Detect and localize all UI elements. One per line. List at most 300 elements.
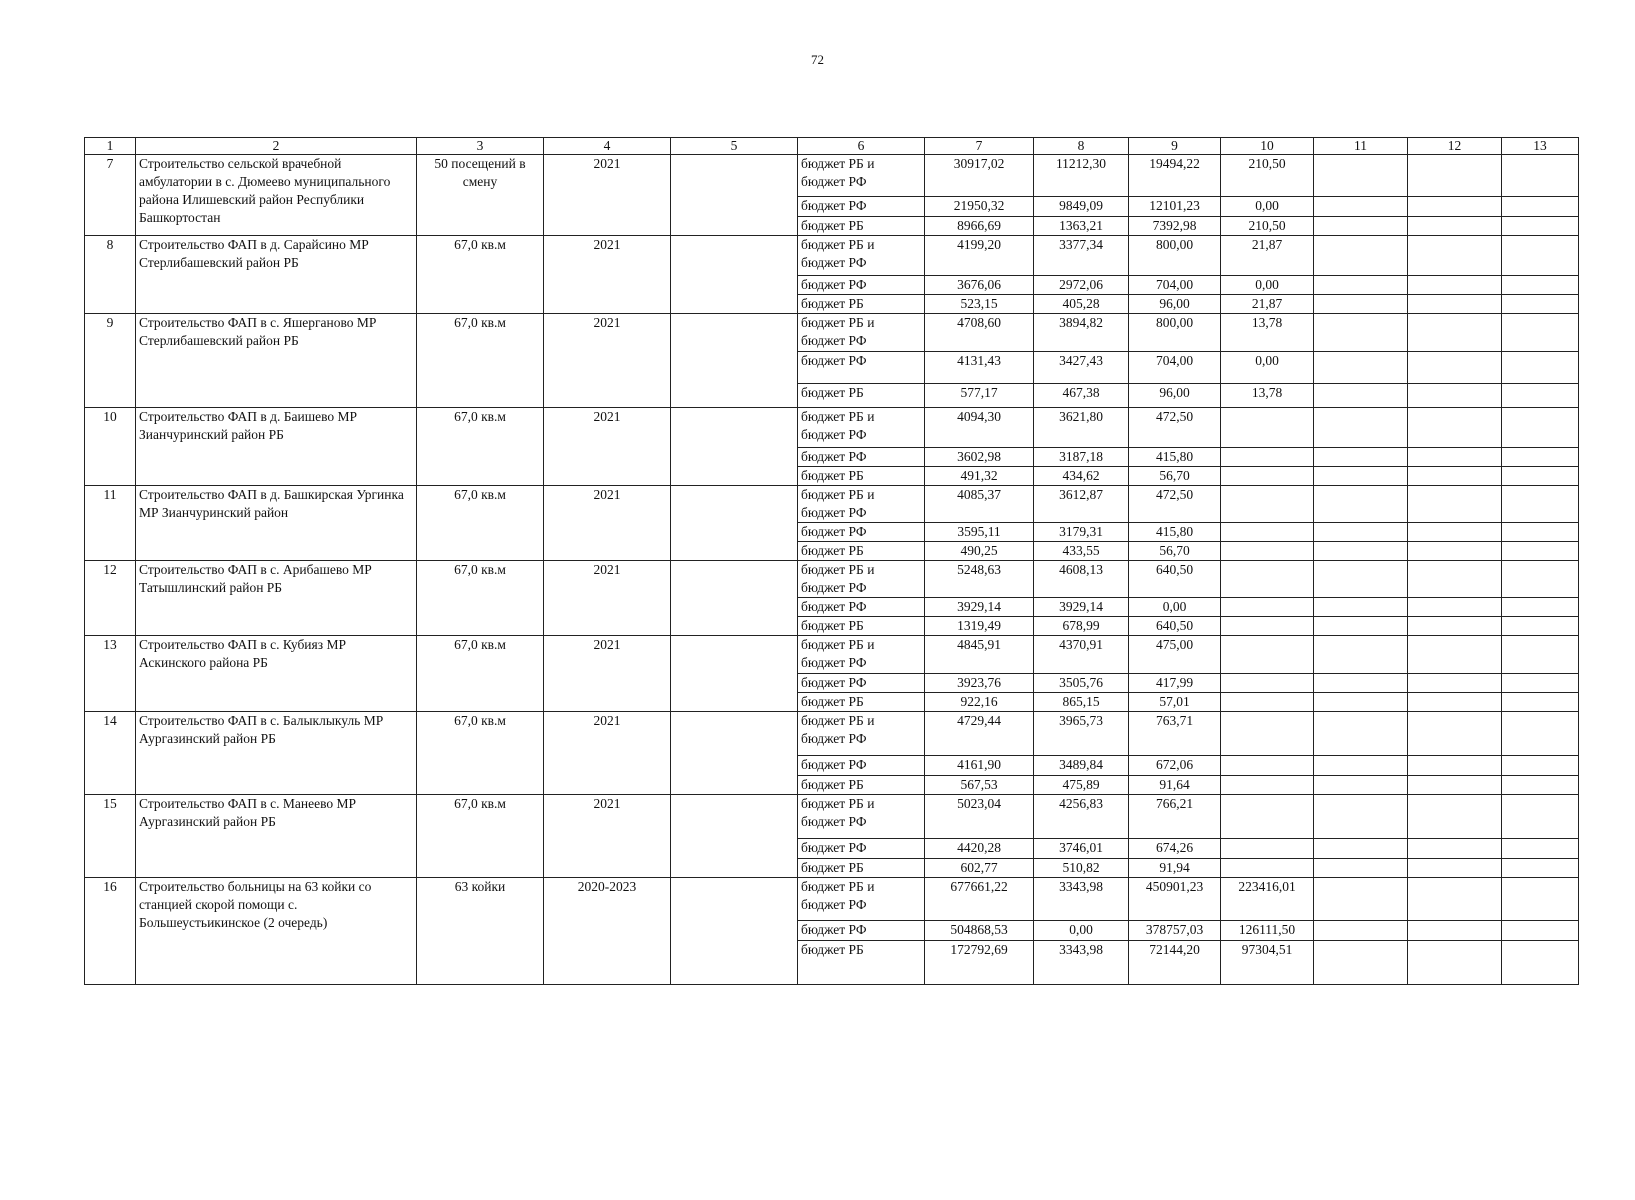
value-col10: 210,50	[1221, 217, 1314, 236]
value-col10	[1221, 486, 1314, 523]
value-col9: 672,06	[1129, 756, 1221, 776]
value-col13	[1502, 486, 1579, 523]
funding-source: бюджет РБ и бюджет РФ	[798, 236, 925, 276]
value-col11	[1314, 408, 1408, 448]
funding-source: бюджет РФ	[798, 197, 925, 217]
value-col12	[1408, 448, 1502, 467]
value-col11	[1314, 795, 1408, 839]
value-col11	[1314, 839, 1408, 859]
value-col8: 3377,34	[1034, 236, 1129, 276]
value-col11	[1314, 384, 1408, 408]
col5-cell	[671, 155, 798, 236]
value-col9: 91,94	[1129, 859, 1221, 878]
col5-cell	[671, 486, 798, 561]
value-col11	[1314, 295, 1408, 314]
value-col13	[1502, 448, 1579, 467]
value-col11	[1314, 561, 1408, 598]
capacity-cell: 67,0 кв.м	[417, 486, 544, 561]
value-col12	[1408, 598, 1502, 617]
funding-source: бюджет РБ	[798, 384, 925, 408]
value-col8: 0,00	[1034, 921, 1129, 941]
value-col8: 9849,09	[1034, 197, 1129, 217]
value-col10	[1221, 636, 1314, 674]
value-col12	[1408, 617, 1502, 636]
value-col8: 4256,83	[1034, 795, 1129, 839]
program-table	[84, 137, 1579, 985]
column-header: 6	[798, 138, 925, 155]
value-col13	[1502, 795, 1579, 839]
value-col13	[1502, 217, 1579, 236]
period-cell: 2021	[544, 155, 671, 236]
value-col13	[1502, 776, 1579, 795]
value-col11	[1314, 941, 1408, 985]
funding-source: бюджет РБ	[798, 295, 925, 314]
value-col8: 3621,80	[1034, 408, 1129, 448]
value-col11	[1314, 756, 1408, 776]
value-col9: 96,00	[1129, 295, 1221, 314]
value-col9: 763,71	[1129, 712, 1221, 756]
object-name: Строительство ФАП в с. Яшерганово МР Стерлибашевский район РБ	[136, 314, 417, 408]
value-col8: 3894,82	[1034, 314, 1129, 352]
value-col13	[1502, 155, 1579, 197]
value-col12	[1408, 859, 1502, 878]
value-col11	[1314, 878, 1408, 921]
period-cell: 2021	[544, 236, 671, 314]
value-col7: 4199,20	[925, 236, 1034, 276]
value-col11	[1314, 859, 1408, 878]
value-col8: 865,15	[1034, 693, 1129, 712]
value-col11	[1314, 276, 1408, 295]
value-col7: 8966,69	[925, 217, 1034, 236]
value-col10: 0,00	[1221, 352, 1314, 384]
value-col9: 7392,98	[1129, 217, 1221, 236]
value-col12	[1408, 693, 1502, 712]
value-col7: 491,32	[925, 467, 1034, 486]
object-name: Строительство ФАП в с. Манеево МР Аургазинский район РБ	[136, 795, 417, 878]
funding-source: бюджет РБ	[798, 467, 925, 486]
value-col9: 378757,03	[1129, 921, 1221, 941]
value-col7: 1319,49	[925, 617, 1034, 636]
object-name: Строительство ФАП в д. Башкирская Ургинка МР Зианчуринский район	[136, 486, 417, 561]
value-col10: 0,00	[1221, 197, 1314, 217]
value-col9: 450901,23	[1129, 878, 1221, 921]
value-col12	[1408, 352, 1502, 384]
period-cell: 2020-2023	[544, 878, 671, 985]
value-col12	[1408, 756, 1502, 776]
value-col10	[1221, 523, 1314, 542]
value-col12	[1408, 295, 1502, 314]
funding-source: бюджет РБ	[798, 542, 925, 561]
value-col7: 677661,22	[925, 878, 1034, 921]
value-col10: 13,78	[1221, 384, 1314, 408]
period-cell: 2021	[544, 408, 671, 486]
value-col11	[1314, 448, 1408, 467]
value-col13	[1502, 467, 1579, 486]
value-col13	[1502, 674, 1579, 693]
value-col13	[1502, 561, 1579, 598]
funding-source: бюджет РФ	[798, 523, 925, 542]
period-cell: 2021	[544, 561, 671, 636]
value-col10	[1221, 617, 1314, 636]
table-row	[85, 314, 1579, 352]
capacity-cell: 50 посещений в смену	[417, 155, 544, 236]
value-col10	[1221, 795, 1314, 839]
table-row	[85, 878, 1579, 921]
value-col7: 577,17	[925, 384, 1034, 408]
column-header: 9	[1129, 138, 1221, 155]
value-col9: 472,50	[1129, 486, 1221, 523]
column-header: 5	[671, 138, 798, 155]
capacity-cell: 63 койки	[417, 878, 544, 985]
value-col7: 5023,04	[925, 795, 1034, 839]
value-col12	[1408, 795, 1502, 839]
object-name: Строительство ФАП в с. Арибашево МР Татышлинский район РБ	[136, 561, 417, 636]
value-col10	[1221, 542, 1314, 561]
funding-source: бюджет РБ	[798, 217, 925, 236]
value-col7: 504868,53	[925, 921, 1034, 941]
value-col9: 0,00	[1129, 598, 1221, 617]
value-col11	[1314, 674, 1408, 693]
value-col11	[1314, 598, 1408, 617]
value-col9: 57,01	[1129, 693, 1221, 712]
value-col8: 3187,18	[1034, 448, 1129, 467]
value-col10	[1221, 448, 1314, 467]
value-col9: 12101,23	[1129, 197, 1221, 217]
value-col13	[1502, 756, 1579, 776]
value-col12	[1408, 542, 1502, 561]
value-col8: 3965,73	[1034, 712, 1129, 756]
funding-source: бюджет РБ и бюджет РФ	[798, 155, 925, 197]
value-col7: 3602,98	[925, 448, 1034, 467]
value-col13	[1502, 636, 1579, 674]
value-col12	[1408, 155, 1502, 197]
value-col11	[1314, 712, 1408, 756]
value-col9: 56,70	[1129, 542, 1221, 561]
value-col10: 97304,51	[1221, 941, 1314, 985]
funding-source: бюджет РФ	[798, 598, 925, 617]
column-header: 8	[1034, 138, 1129, 155]
value-col7: 922,16	[925, 693, 1034, 712]
table-row	[85, 486, 1579, 523]
value-col7: 602,77	[925, 859, 1034, 878]
value-col7: 4131,43	[925, 352, 1034, 384]
value-col13	[1502, 276, 1579, 295]
row-number: 7	[85, 155, 136, 236]
row-number: 12	[85, 561, 136, 636]
value-col7: 3923,76	[925, 674, 1034, 693]
value-col12	[1408, 523, 1502, 542]
funding-source: бюджет РБ и бюджет РФ	[798, 795, 925, 839]
value-col7: 567,53	[925, 776, 1034, 795]
value-col13	[1502, 523, 1579, 542]
table-row	[85, 236, 1579, 276]
value-col12	[1408, 217, 1502, 236]
value-col8: 2972,06	[1034, 276, 1129, 295]
value-col12	[1408, 236, 1502, 276]
value-col9: 766,21	[1129, 795, 1221, 839]
value-col7: 4085,37	[925, 486, 1034, 523]
value-col8: 405,28	[1034, 295, 1129, 314]
value-col8: 3179,31	[1034, 523, 1129, 542]
row-number: 8	[85, 236, 136, 314]
object-name: Строительство больницы на 63 койки со станцией скорой помощи с. Большеустьикинское (2 очередь)	[136, 878, 417, 985]
value-col10	[1221, 859, 1314, 878]
capacity-cell: 67,0 кв.м	[417, 795, 544, 878]
value-col8: 3612,87	[1034, 486, 1129, 523]
row-number: 11	[85, 486, 136, 561]
value-col10: 0,00	[1221, 276, 1314, 295]
funding-source: бюджет РБ	[798, 776, 925, 795]
table-row	[85, 561, 1579, 598]
funding-source: бюджет РФ	[798, 276, 925, 295]
value-col8: 3489,84	[1034, 756, 1129, 776]
value-col11	[1314, 314, 1408, 352]
value-col11	[1314, 467, 1408, 486]
funding-source: бюджет РБ и бюджет РФ	[798, 408, 925, 448]
value-col12	[1408, 197, 1502, 217]
value-col8: 3505,76	[1034, 674, 1129, 693]
column-header: 2	[136, 138, 417, 155]
col5-cell	[671, 314, 798, 408]
object-name: Строительство сельской врачебной амбулатории в с. Дюмеево муниципального района Илишевский район Республики Башкортостан	[136, 155, 417, 236]
period-cell: 2021	[544, 636, 671, 712]
value-col12	[1408, 712, 1502, 756]
value-col8: 510,82	[1034, 859, 1129, 878]
value-col10	[1221, 408, 1314, 448]
period-cell: 2021	[544, 486, 671, 561]
column-header: 12	[1408, 138, 1502, 155]
value-col12	[1408, 878, 1502, 921]
value-col8: 3427,43	[1034, 352, 1129, 384]
value-col9: 56,70	[1129, 467, 1221, 486]
funding-source: бюджет РБ	[798, 693, 925, 712]
value-col12	[1408, 384, 1502, 408]
capacity-cell: 67,0 кв.м	[417, 712, 544, 795]
value-col9: 417,99	[1129, 674, 1221, 693]
value-col13	[1502, 408, 1579, 448]
value-col9: 91,64	[1129, 776, 1221, 795]
value-col8: 4608,13	[1034, 561, 1129, 598]
value-col12	[1408, 776, 1502, 795]
value-col13	[1502, 693, 1579, 712]
funding-source: бюджет РБ и бюджет РФ	[798, 878, 925, 921]
value-col13	[1502, 295, 1579, 314]
value-col9: 472,50	[1129, 408, 1221, 448]
value-col8: 475,89	[1034, 776, 1129, 795]
value-col8: 11212,30	[1034, 155, 1129, 197]
value-col11	[1314, 236, 1408, 276]
value-col12	[1408, 561, 1502, 598]
period-cell: 2021	[544, 712, 671, 795]
value-col8: 434,62	[1034, 467, 1129, 486]
column-header: 13	[1502, 138, 1579, 155]
column-header: 7	[925, 138, 1034, 155]
value-col7: 490,25	[925, 542, 1034, 561]
funding-source: бюджет РБ и бюджет РФ	[798, 314, 925, 352]
object-name: Строительство ФАП в д. Баишево МР Зианчуринский район РБ	[136, 408, 417, 486]
value-col9: 415,80	[1129, 523, 1221, 542]
value-col12	[1408, 276, 1502, 295]
value-col7: 3929,14	[925, 598, 1034, 617]
funding-source: бюджет РБ и бюджет РФ	[798, 561, 925, 598]
capacity-cell: 67,0 кв.м	[417, 314, 544, 408]
value-col9: 72144,20	[1129, 941, 1221, 985]
column-header: 10	[1221, 138, 1314, 155]
value-col8: 433,55	[1034, 542, 1129, 561]
value-col11	[1314, 197, 1408, 217]
value-col13	[1502, 352, 1579, 384]
value-col13	[1502, 941, 1579, 985]
table-row	[85, 408, 1579, 448]
value-col12	[1408, 636, 1502, 674]
col5-cell	[671, 408, 798, 486]
value-col8: 467,38	[1034, 384, 1129, 408]
object-name: Строительство ФАП в д. Сарайсино МР Стерлибашевский район РБ	[136, 236, 417, 314]
capacity-cell: 67,0 кв.м	[417, 636, 544, 712]
funding-source: бюджет РБ	[798, 617, 925, 636]
funding-source: бюджет РФ	[798, 756, 925, 776]
value-col11	[1314, 155, 1408, 197]
row-number: 13	[85, 636, 136, 712]
column-header: 3	[417, 138, 544, 155]
col5-cell	[671, 636, 798, 712]
value-col12	[1408, 486, 1502, 523]
column-header: 4	[544, 138, 671, 155]
value-col9: 800,00	[1129, 236, 1221, 276]
value-col11	[1314, 693, 1408, 712]
value-col10	[1221, 712, 1314, 756]
value-col10: 223416,01	[1221, 878, 1314, 921]
period-cell: 2021	[544, 314, 671, 408]
value-col10: 21,87	[1221, 295, 1314, 314]
value-col13	[1502, 859, 1579, 878]
value-col8: 3343,98	[1034, 941, 1129, 985]
value-col7: 4845,91	[925, 636, 1034, 674]
col5-cell	[671, 795, 798, 878]
funding-source: бюджет РФ	[798, 921, 925, 941]
value-col9: 96,00	[1129, 384, 1221, 408]
value-col7: 3595,11	[925, 523, 1034, 542]
value-col9: 704,00	[1129, 276, 1221, 295]
value-col10	[1221, 776, 1314, 795]
value-col7: 4708,60	[925, 314, 1034, 352]
value-col8: 3746,01	[1034, 839, 1129, 859]
value-col7: 523,15	[925, 295, 1034, 314]
header-row	[85, 138, 1579, 155]
value-col12	[1408, 674, 1502, 693]
funding-source: бюджет РБ	[798, 941, 925, 985]
row-number: 9	[85, 314, 136, 408]
value-col7: 172792,69	[925, 941, 1034, 985]
value-col7: 4729,44	[925, 712, 1034, 756]
value-col11	[1314, 636, 1408, 674]
table-row	[85, 155, 1579, 197]
value-col10: 21,87	[1221, 236, 1314, 276]
capacity-cell: 67,0 кв.м	[417, 408, 544, 486]
table-row	[85, 636, 1579, 674]
value-col7: 4094,30	[925, 408, 1034, 448]
value-col9: 704,00	[1129, 352, 1221, 384]
value-col7: 3676,06	[925, 276, 1034, 295]
value-col9: 674,26	[1129, 839, 1221, 859]
value-col7: 30917,02	[925, 155, 1034, 197]
value-col12	[1408, 921, 1502, 941]
value-col13	[1502, 712, 1579, 756]
value-col8: 3343,98	[1034, 878, 1129, 921]
value-col9: 415,80	[1129, 448, 1221, 467]
value-col10: 210,50	[1221, 155, 1314, 197]
value-col10	[1221, 839, 1314, 859]
value-col7: 21950,32	[925, 197, 1034, 217]
value-col13	[1502, 598, 1579, 617]
funding-source: бюджет РБ и бюджет РФ	[798, 712, 925, 756]
funding-source: бюджет РФ	[798, 674, 925, 693]
value-col7: 5248,63	[925, 561, 1034, 598]
value-col9: 640,50	[1129, 561, 1221, 598]
value-col12	[1408, 467, 1502, 486]
capacity-cell: 67,0 кв.м	[417, 561, 544, 636]
value-col11	[1314, 542, 1408, 561]
table-row	[85, 795, 1579, 839]
row-number: 14	[85, 712, 136, 795]
value-col13	[1502, 236, 1579, 276]
row-number: 10	[85, 408, 136, 486]
value-col7: 4420,28	[925, 839, 1034, 859]
object-name: Строительство ФАП в с. Балыклыкуль МР Аургазинский район РБ	[136, 712, 417, 795]
value-col10	[1221, 467, 1314, 486]
value-col12	[1408, 839, 1502, 859]
funding-source: бюджет РБ и бюджет РФ	[798, 636, 925, 674]
value-col10: 13,78	[1221, 314, 1314, 352]
value-col7: 4161,90	[925, 756, 1034, 776]
object-name: Строительство ФАП в с. Кубияз МР Аскинского района РБ	[136, 636, 417, 712]
col5-cell	[671, 878, 798, 985]
col5-cell	[671, 236, 798, 314]
value-col13	[1502, 617, 1579, 636]
col5-cell	[671, 712, 798, 795]
funding-source: бюджет РФ	[798, 448, 925, 467]
value-col10	[1221, 674, 1314, 693]
page-number: 72	[811, 52, 824, 67]
value-col10	[1221, 561, 1314, 598]
value-col11	[1314, 523, 1408, 542]
table-row	[85, 712, 1579, 756]
value-col11	[1314, 217, 1408, 236]
value-col10	[1221, 598, 1314, 617]
row-number: 15	[85, 795, 136, 878]
row-number: 16	[85, 878, 136, 985]
value-col8: 1363,21	[1034, 217, 1129, 236]
value-col11	[1314, 921, 1408, 941]
table-body	[85, 155, 1579, 985]
value-col13	[1502, 197, 1579, 217]
value-col13	[1502, 314, 1579, 352]
funding-source: бюджет РБ и бюджет РФ	[798, 486, 925, 523]
value-col13	[1502, 542, 1579, 561]
column-header: 1	[85, 138, 136, 155]
value-col13	[1502, 384, 1579, 408]
value-col8: 3929,14	[1034, 598, 1129, 617]
value-col13	[1502, 839, 1579, 859]
value-col8: 4370,91	[1034, 636, 1129, 674]
value-col13	[1502, 921, 1579, 941]
column-header: 11	[1314, 138, 1408, 155]
funding-source: бюджет РФ	[798, 839, 925, 859]
capacity-cell: 67,0 кв.м	[417, 236, 544, 314]
value-col9: 640,50	[1129, 617, 1221, 636]
col5-cell	[671, 561, 798, 636]
value-col10	[1221, 693, 1314, 712]
